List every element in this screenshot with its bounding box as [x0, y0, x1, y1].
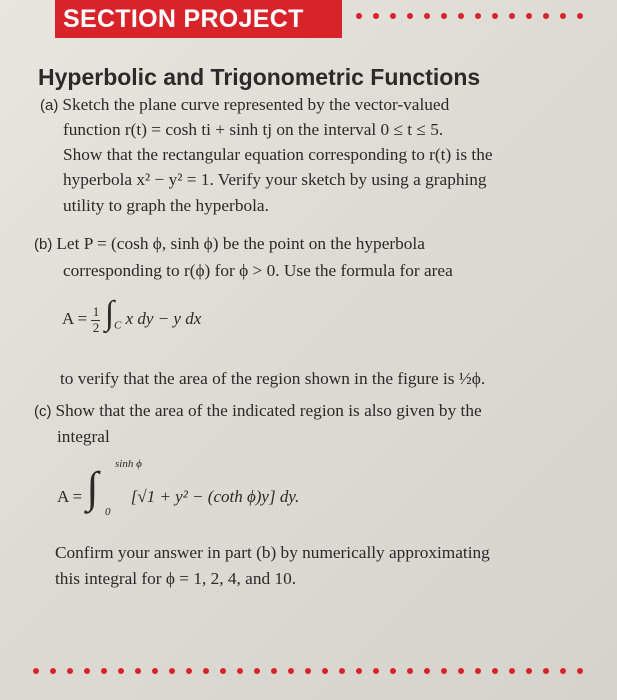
lower-limit: 0	[105, 506, 111, 518]
part-a-label: (a)	[40, 97, 59, 114]
part-a-line-1: (a) Sketch the plane curve represented by the vector-valued	[40, 95, 450, 114]
part-a-line-5: utility to graph the hyperbola.	[63, 196, 269, 215]
integral-sign: ∫	[104, 295, 115, 332]
part-b-label: (b)	[34, 236, 53, 253]
confirm-line-1: Confirm your answer in part (b) by numerically approximating	[55, 543, 490, 562]
part-c-line-1: (c) Show that the area of the indicated region is also given by the	[34, 401, 482, 420]
integral-sign: ∫	[86, 463, 99, 512]
part-c-line-2: integral	[57, 427, 110, 446]
part-b-line-2: corresponding to r(ϕ) for ϕ > 0. Use the formula for area	[63, 261, 453, 280]
area-formula-b: A = $\frac{1}{2}$ $\int_C$ x dy − y dx	[62, 295, 202, 335]
bottom-dot-rule	[33, 668, 583, 674]
part-a-line-4: hyperbola x² − y² = 1. Verify your sketch by using a graphing	[63, 170, 487, 189]
area-formula-c: A = ∫ sinh ϕ 0 [√1 + y² − (coth ϕ)y] dy.	[57, 458, 300, 518]
top-dot-rule	[356, 13, 583, 19]
part-b-line-1: (b) Let P = (cosh ϕ, sinh ϕ) be the point on the hyperbola	[34, 234, 425, 253]
banner-label: SECTION PROJECT	[63, 4, 304, 33]
part-c-label: (c)	[34, 403, 52, 420]
section-banner	[55, 0, 342, 38]
section-title: Hyperbolic and Trigonometric Functions	[38, 64, 481, 90]
one-half-fraction: $\frac{1}{2}$	[92, 304, 100, 335]
part-a-line-2: function r(t) = cosh ti + sinh tj on the interval 0 ≤ t ≤ 5.	[63, 120, 444, 139]
confirm-line-2: this integral for ϕ = 1, 2, 4, and 10.	[55, 569, 297, 588]
part-b-after: to verify that the area of the region shown in the figure is ½ϕ.	[60, 369, 486, 388]
upper-limit: sinh ϕ	[115, 458, 142, 470]
part-a-line-3: Show that the rectangular equation corresponding to r(t) is the	[63, 145, 493, 164]
